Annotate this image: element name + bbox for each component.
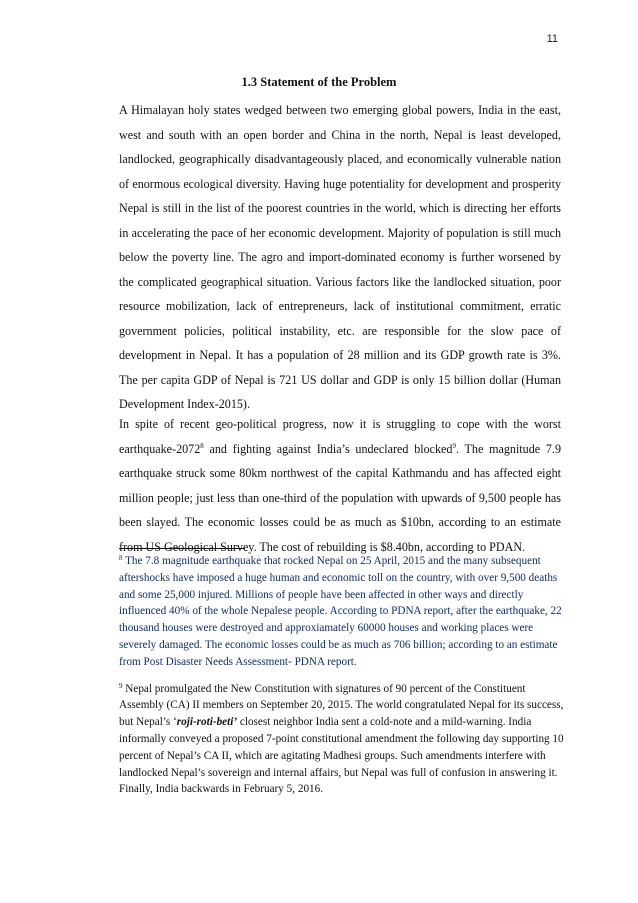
footnotes: [119, 553, 565, 798]
footnote-9: [119, 681, 565, 799]
body-paragraph-2: [119, 412, 561, 559]
footnote-ref-8: 8: [200, 441, 204, 450]
paragraph-2-text-b: and fighting against India’s undeclared blocked: [203, 441, 453, 456]
paragraph-2-text-c: . The magnitude 7.9 earthquake struck some 80km northwest of the capital Kathmandu and has affected eight million people; just less than one-third of the population with upwards of 9,500 people has been slayed. The economic losses could be as much as $10bn, according to an estimate from US Geological Survey. The cost of rebuilding is $8.40bn, according to PDAN.: [119, 441, 561, 554]
section-heading: 1.3 Statement of the Problem: [241, 75, 397, 89]
footnote-separator: [119, 548, 245, 549]
footnote-marker-8: 8: [119, 554, 123, 562]
body-paragraph-1: A Himalayan holy states wedged between two emerging global powers, India in the east, west and south with an open border and China in the north, Nepal is least developed, landlocked, geographically disadvantageously placed, and economically vulnerable nation of enormous ecological diversity. Having huge potentiality for development and prosperity Nepal is still in the list of the poorest countries in the world, which is directing her efforts in accelerating the pace of her economic development. Majority of population is still much below the poverty line. The agro and import-dominated economy is further worsened by the complicated geographical situation. Various factors like the landlocked situation, poor resource mobilization, lack of entrepreneurs, lack of institutional commitment, erratic government policies, political instability, etc. are responsible for the slow pace of development in Nepal. It has a population of 28 million and its GDP growth rate is 3%. The per capita GDP of Nepal is 721 US dollar and GDP is only 15 billion dollar (Human Development Index-2015).: [119, 103, 561, 411]
paragraph-2-text-a: In spite of recent geo-political progress, now it is struggling to cope with the worst earthquake-2072: [119, 417, 561, 456]
footnote-9-text-after: closest neighbor India sent a cold-note and a mild-warning. India informally conveyed a proposed 7-point constitutional amendment the following day supporting 10 percent of Nepal’s CA II, which are agitating Madhesi groups. Such amendments interfere with landlocked Nepal’s sovereign and internal affairs, but Nepal was full of confusion in answering it. Finally, India backwards in February 5, 2016.: [119, 716, 564, 796]
footnote-9-emphasis: roji-roti-beti’: [176, 716, 238, 729]
footnote-marker-9: 9: [119, 681, 123, 690]
footnote-ref-9: 9: [452, 441, 456, 450]
footnote-9-text-before: Nepal promulgated the New Constitution with signatures of 90 percent of the Constituent Assembly (CA) II members on September 20, 2015. The world congratulated Nepal for its success, but Nepal’s ‘: [119, 682, 564, 729]
footnote-8-text: The 7.8 magnitude earthquake that rocked Nepal on 25 April, 2015 and the many subsequent aftershocks have imposed a huge human and economic toll on the country, with over 9,500 deaths and some 25,000 injured. Millions of people have been affected in other ways and directly influenced 40% of the whole Nepalese people. According to PDNA report, after the earthquake, 22 thousand houses were destroyed and approxiamately 60000 houses and working places were severely damaged. The economic losses could be as much as 706 billion; according to an estimate from Post Disaster Needs Assessment- PDNA report.: [119, 555, 562, 668]
page-number: 11: [546, 33, 558, 45]
footnote-8: [119, 553, 565, 671]
